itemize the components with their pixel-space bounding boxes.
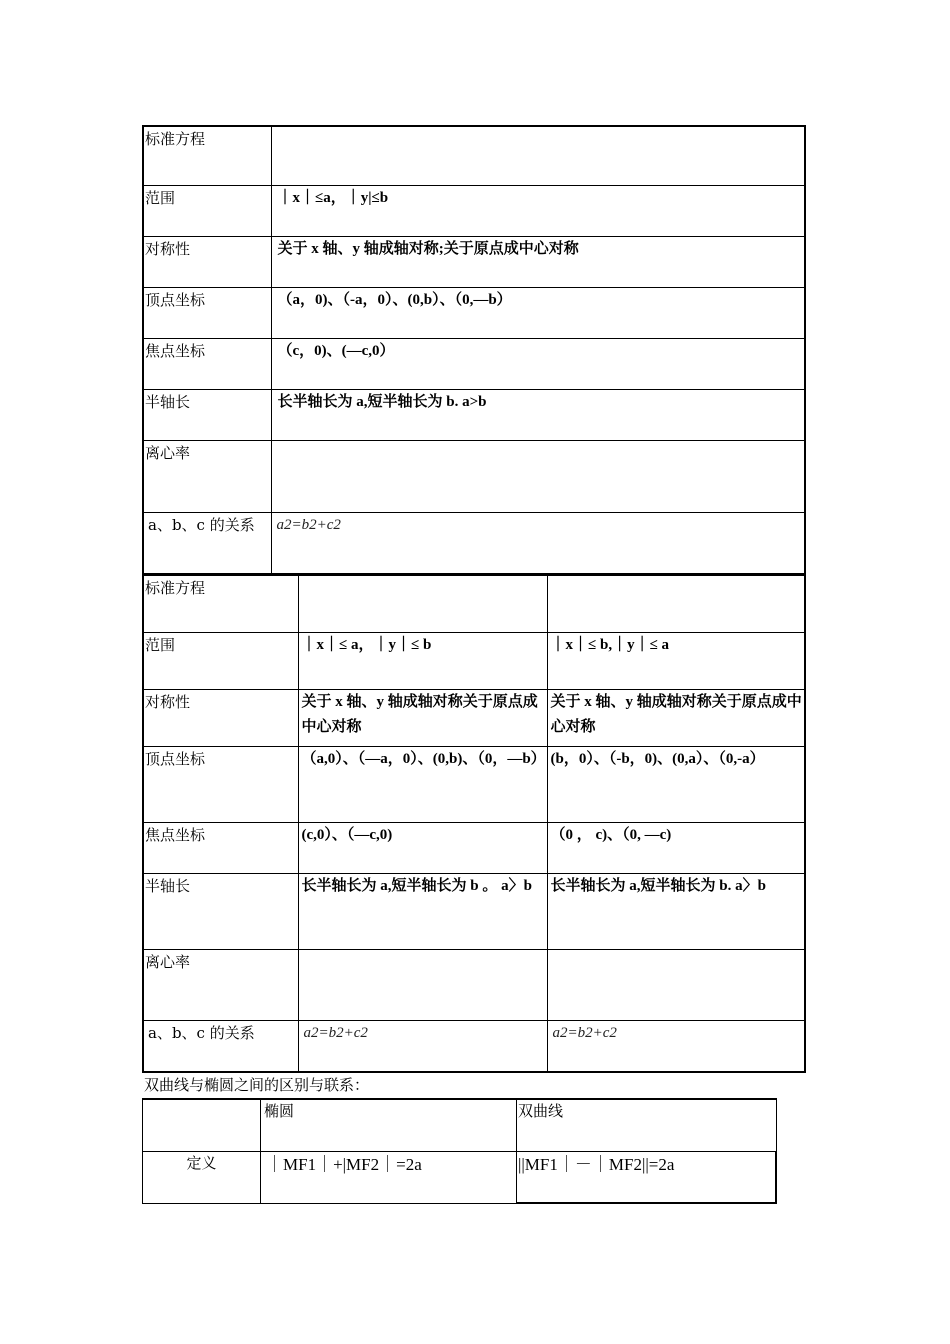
row-label: 范围: [143, 185, 271, 236]
row-value-1: ｜x｜≤ a，｜y｜≤ b: [298, 632, 547, 689]
row-value-2: [547, 949, 805, 1020]
ellipse-comparison-table: [142, 574, 806, 1073]
row-value-2: ｜x｜≤ b,｜y｜≤ a: [547, 632, 805, 689]
table-row: [143, 746, 805, 822]
table-row: [143, 1020, 805, 1072]
row-label: a、b、c 的关系: [143, 1020, 298, 1072]
row-value: 关于 x 轴、y 轴成轴对称;关于原点成中心对称: [271, 236, 805, 287]
row-label: 离心率: [143, 440, 271, 512]
row-value: [271, 440, 805, 512]
row-label: 对称性: [143, 236, 271, 287]
table-row: [143, 689, 805, 746]
section-caption: 双曲线与椭圆之间的区别与联系：: [144, 1076, 370, 1094]
row-value-1: (c,0）、（—c,0): [298, 822, 547, 873]
row-label: 半轴长: [143, 389, 271, 440]
table-row: [143, 126, 805, 185]
row-label: 焦点坐标: [143, 822, 298, 873]
row-value-1: 长半轴长为 a,短半轴长为 b 。 a〉b: [298, 873, 547, 949]
row-label: 对称性: [143, 689, 298, 746]
row-value-1: （a,0）、（—a，0）、(0,b)、（0，—b）: [298, 746, 547, 822]
table-row: [143, 440, 805, 512]
table-row: [143, 949, 805, 1020]
row-value-2: 关于 x 轴、y 轴成轴对称关于原点成中心对称: [547, 689, 805, 746]
header-blank: [143, 1099, 261, 1151]
row-value-2: a2=b2+c2: [547, 1020, 805, 1072]
row-label: 定义: [143, 1151, 261, 1203]
row-label: 标准方程: [143, 575, 298, 632]
row-value: 长半轴长为 a,短半轴长为 b. a>b: [271, 389, 805, 440]
header-ellipse: 椭圆: [261, 1099, 517, 1151]
row-value: ｜x｜≤a，｜y|≤b: [271, 185, 805, 236]
hyperbola-definition: ||MF1｜－｜MF2||=2a: [517, 1151, 777, 1203]
row-value-2: (b，0）、（-b，0)、(0,a）、（0,-a）: [547, 746, 805, 822]
table-row: [143, 338, 805, 389]
header-hyperbola: 双曲线: [517, 1099, 777, 1151]
row-value: （c，0)、(—c,0）: [271, 338, 805, 389]
table-row: [143, 575, 805, 632]
row-label: 范围: [143, 632, 298, 689]
table-row: [143, 1099, 777, 1151]
table-row: [143, 185, 805, 236]
row-value-1: [298, 949, 547, 1020]
row-label: 焦点坐标: [143, 338, 271, 389]
row-label: 半轴长: [143, 873, 298, 949]
row-value-1: 关于 x 轴、y 轴成轴对称关于原点成中心对称: [298, 689, 547, 746]
row-value-1: a2=b2+c2: [298, 1020, 547, 1072]
row-label: 顶点坐标: [143, 746, 298, 822]
row-value: （a，0)、（-a，0）、(0,b）、（0,—b）: [271, 287, 805, 338]
row-label: 离心率: [143, 949, 298, 1020]
row-value-2: （0 ， c)、（0, —c): [547, 822, 805, 873]
table-row: [143, 389, 805, 440]
table-row: [143, 236, 805, 287]
row-value-2: [547, 575, 805, 632]
row-label: 标准方程: [143, 126, 271, 185]
table-row: [143, 512, 805, 574]
row-value: a2=b2+c2: [271, 512, 805, 574]
table-row: [143, 287, 805, 338]
ellipse-definition: ｜MF1｜+|MF2｜=2a: [261, 1151, 517, 1203]
table-row: [143, 822, 805, 873]
ellipse-properties-table: [142, 125, 806, 575]
hyperbola-ellipse-table: [142, 1098, 777, 1204]
row-value-1: [298, 575, 547, 632]
table-row: [143, 873, 805, 949]
row-label: 顶点坐标: [143, 287, 271, 338]
table-row: [143, 632, 805, 689]
row-label: a、b、c 的关系: [143, 512, 271, 574]
row-value: [271, 126, 805, 185]
table-row: [143, 1151, 777, 1203]
row-value-2: 长半轴长为 a,短半轴长为 b. a〉b: [547, 873, 805, 949]
